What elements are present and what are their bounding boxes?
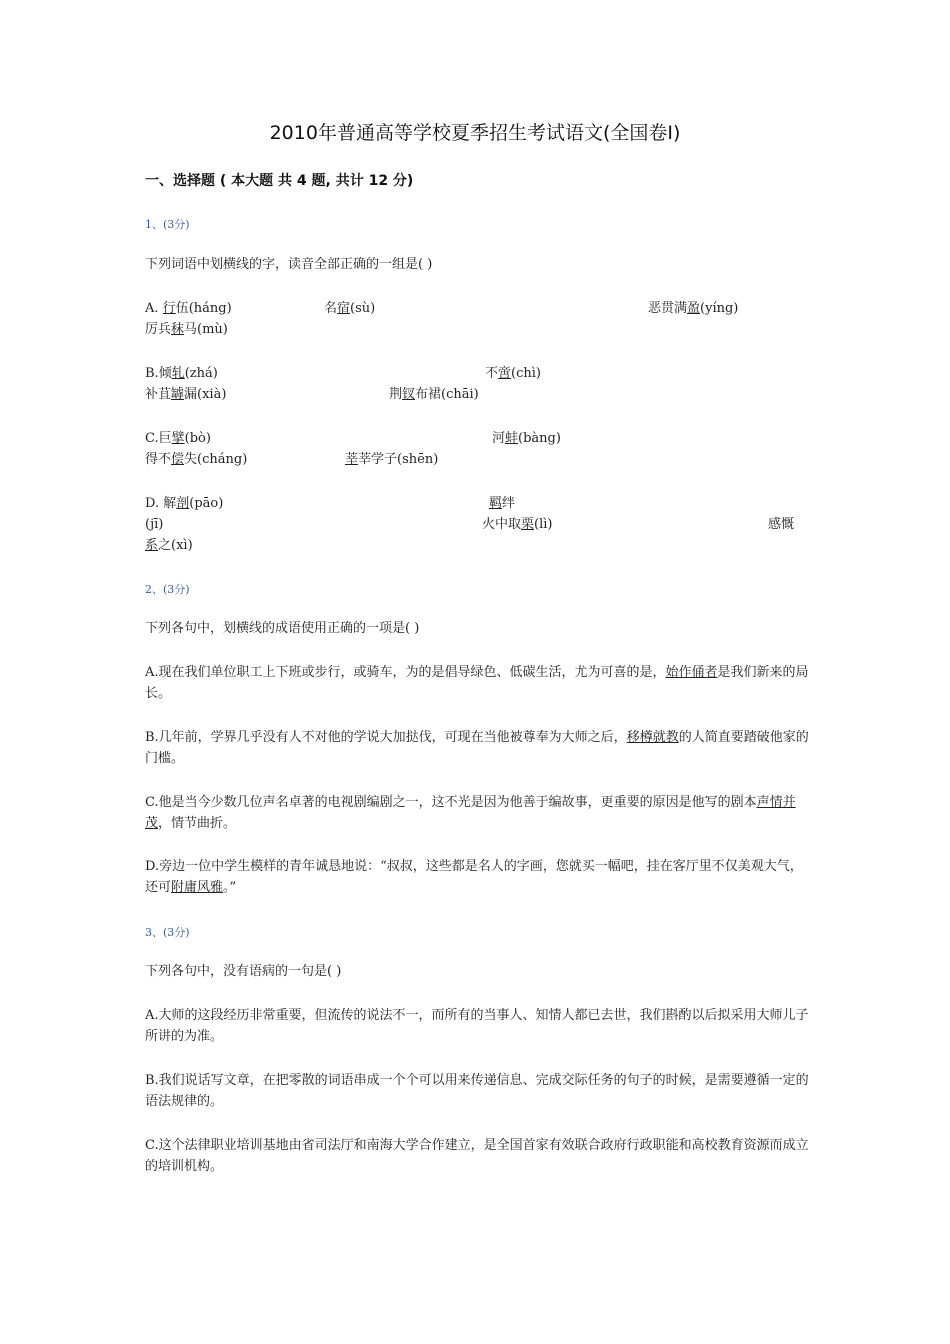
option-b-word-1: B.倾轧(zhá) xyxy=(145,366,218,381)
option-c-word-2: 河蚌(bàng) xyxy=(492,431,561,446)
option-c-word-3: 得不偿失(cháng) xyxy=(145,452,248,467)
page-title: 2010年普通高等学校夏季招生考试语文(全国卷Ⅰ) xyxy=(269,122,681,144)
option-b-word-4: 荆钗布裙(chāi) xyxy=(389,387,479,402)
question-stem: 下列各句中，没有语病的一句是( ) xyxy=(145,964,342,979)
option-a-word-4: 厉兵秣马(mù) xyxy=(145,322,228,337)
option-a-word-2: 名宿(sù) xyxy=(324,301,376,316)
option-b-text: B.我们说话写文章，在把零散的词语串成一个个可以用来传递信息、完成交际任务的句子的时候，是需要遵循一定的语法规律的。 xyxy=(145,1073,809,1109)
question-number: 1、(3分) xyxy=(145,218,190,231)
option-a-word-1: A. 行伍(háng) xyxy=(145,301,232,316)
option-c-text: C.这个法律职业培训基地由省司法厅和南海大学合作建立，是全国首家有效联合政府行政职能和高校教育资源而成立的培训机构。 xyxy=(145,1138,809,1174)
option-c-word-4: 莘莘学子(shēn) xyxy=(345,452,439,467)
question-stem: 下列各句中，划横线的成语使用正确的一项是( ) xyxy=(145,621,420,636)
option-c-text: C.他是当今少数几位声名卓著的电视剧编剧之一，这不光是因为他善于编故事，更重要的原因是他写的剧本声情并茂，情节曲折。 xyxy=(145,795,796,831)
option-d-word-2-reading: (jī) xyxy=(145,517,164,532)
question-number: 2、(3分) xyxy=(145,583,190,596)
option-d-word-2: 羁绊 xyxy=(489,496,516,511)
question-number: 3、(3分) xyxy=(145,926,190,939)
option-a-text: A.现在我们单位职工上下班或步行，或骑车，为的是倡导绿色、低碳生活，尤为可喜的是，始作俑者是我们新来的局长。 xyxy=(145,665,809,701)
option-d-text: D.旁边一位中学生模样的青年诚恳地说：“叔叔，这些都是名人的字画，您就买一幅吧，挂在客厅里不仅美观大气，还可附庸风雅。” xyxy=(145,859,803,895)
section-heading: 一、选择题 ( 本大题 共 4 题, 共计 12 分) xyxy=(145,173,414,189)
option-b-word-3: 补苴罅漏(xià) xyxy=(145,387,227,402)
option-d-word-4-end: 系之(xì) xyxy=(145,538,193,553)
option-d-word-4-start: 感慨 xyxy=(768,517,795,532)
option-c-word-1: C.巨擘(bò) xyxy=(145,431,211,446)
option-a-text: A.大师的这段经历非常重要，但流传的说法不一，而所有的当事人、知情人都已去世，我们斟酌以后拟采用大师儿子所讲的为准。 xyxy=(145,1008,809,1044)
question-stem: 下列词语中划横线的字，读音全部正确的一组是( ) xyxy=(145,257,433,272)
option-b-text: B.几年前，学界几乎没有人不对他的学说大加挞伐，可现在当他被尊奉为大师之后，移樽就教的人简直要踏破他家的门槛。 xyxy=(145,730,809,766)
option-b-word-2: 不啻(chì) xyxy=(485,366,541,381)
option-a-word-3: 恶贯满盈(yíng) xyxy=(648,301,739,316)
option-d-word-3: 火中取栗(lì) xyxy=(482,517,553,532)
option-d-word-1: D. 解剖(pāo) xyxy=(145,496,224,511)
